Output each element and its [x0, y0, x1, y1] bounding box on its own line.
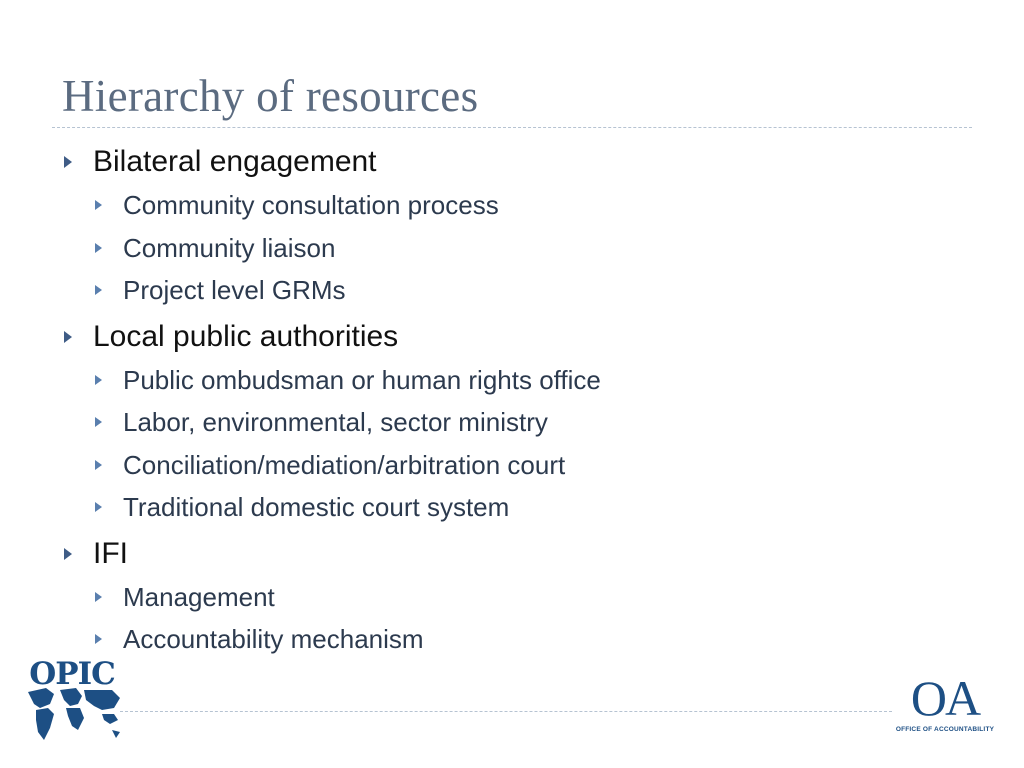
- sub-item-label: Community liaison: [123, 232, 336, 263]
- sub-item: [62, 486, 962, 529]
- oa-logo-mark: OA: [910, 670, 980, 726]
- bullet-triangle-icon: [95, 460, 102, 470]
- sub-item: [62, 359, 962, 402]
- opic-logo-text: OPIC: [29, 656, 115, 692]
- list-item-label: Bilateral engagement: [93, 145, 377, 178]
- sub-item-label: Conciliation/mediation/arbitration court: [123, 449, 566, 480]
- bullet-triangle-icon: [64, 156, 72, 168]
- list-item-label: IFI: [93, 536, 128, 570]
- sub-item-label: Traditional domestic court system: [123, 492, 510, 522]
- sub-item: [62, 269, 962, 312]
- bullet-list: [62, 140, 962, 661]
- sub-item-label: Management: [123, 581, 275, 612]
- sub-item-label: Accountability mechanism: [123, 624, 424, 654]
- bullet-triangle-icon: [95, 634, 102, 644]
- bullet-triangle-icon: [95, 285, 102, 295]
- sub-item: [62, 184, 962, 227]
- title-divider: [52, 127, 972, 128]
- slide-title: Hierarchy of resources: [62, 71, 479, 121]
- list-item-ifi: [62, 532, 962, 576]
- opic-logo: [24, 656, 124, 746]
- bullet-triangle-icon: [64, 548, 72, 560]
- bullet-triangle-icon: [95, 502, 102, 512]
- oa-logo: [895, 672, 995, 736]
- oa-logo-caption: OFFICE OF ACCOUNTABILITY: [895, 726, 995, 733]
- sub-item: [62, 576, 962, 619]
- sub-item-label: Project level GRMs: [123, 275, 346, 305]
- sub-item-label: Public ombudsman or human rights office: [123, 364, 601, 395]
- list-item-bilateral-engagement: [62, 140, 962, 184]
- footer-divider: [120, 711, 892, 712]
- bullet-triangle-icon: [95, 200, 102, 210]
- bullet-triangle-icon: [95, 417, 102, 427]
- sub-item: [62, 227, 962, 270]
- list-item-label: Local public authorities: [93, 319, 399, 353]
- bullet-triangle-icon: [95, 243, 102, 253]
- sub-item-label: Community consultation process: [123, 190, 499, 220]
- list-item-local-public-authorities: [62, 315, 962, 359]
- bullet-triangle-icon: [64, 331, 72, 343]
- bullet-triangle-icon: [95, 375, 102, 385]
- sub-item: [62, 401, 962, 444]
- sub-item: [62, 618, 962, 661]
- sub-item: [62, 444, 962, 487]
- sub-item-label: Labor, environmental, sector ministry: [123, 407, 548, 437]
- bullet-triangle-icon: [95, 592, 102, 602]
